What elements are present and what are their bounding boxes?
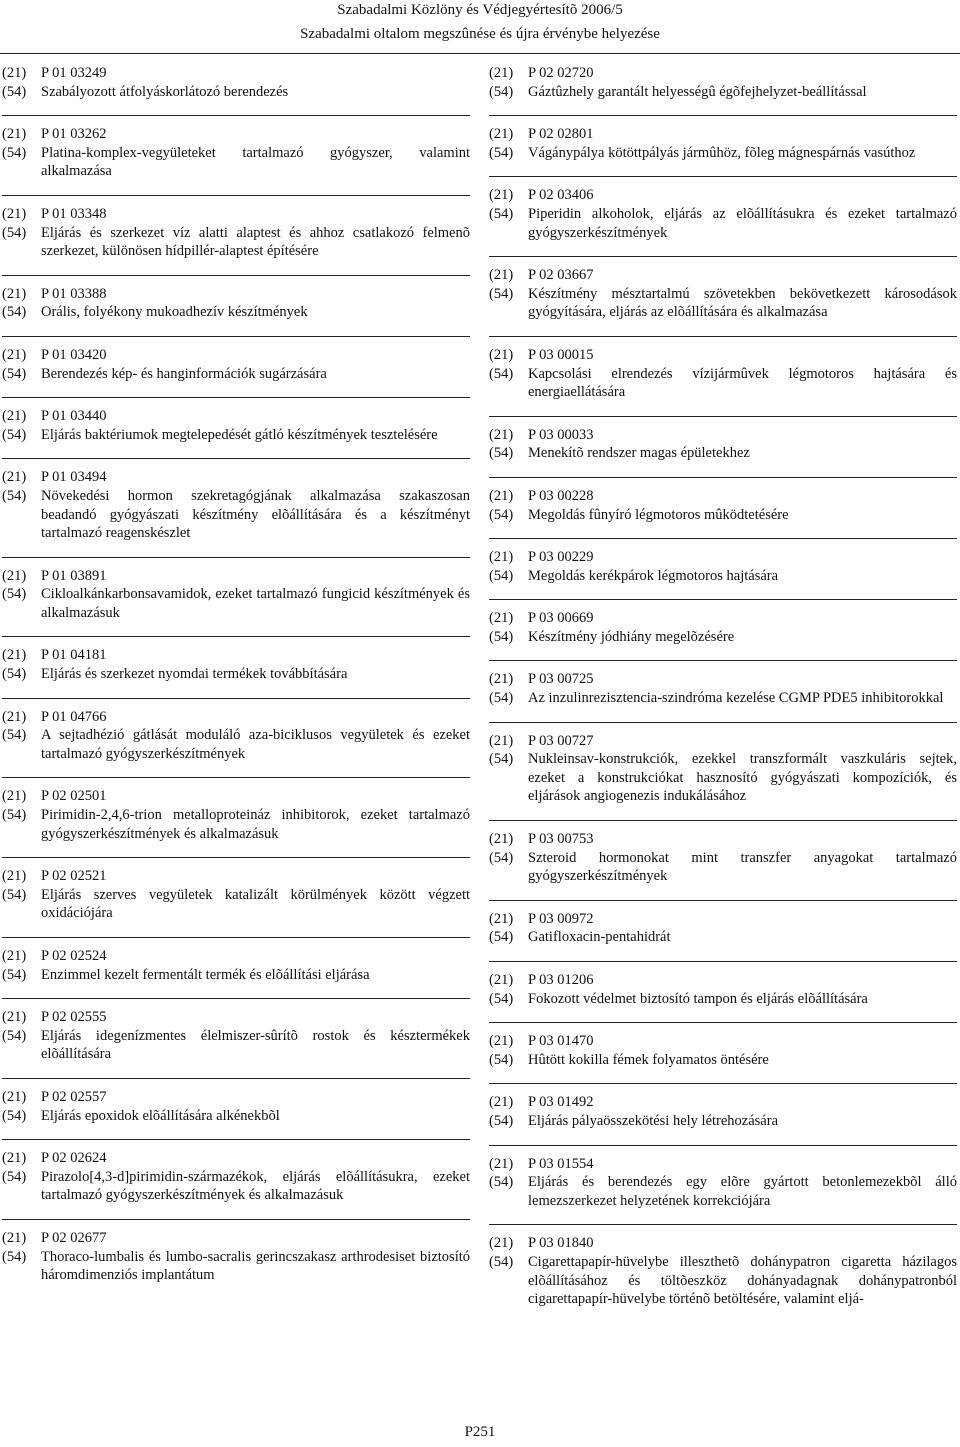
- title-row: [489, 444, 957, 463]
- inid-code-54: (54): [489, 1112, 514, 1129]
- patent-entry: [2, 787, 470, 858]
- inid-code-21: (21): [2, 285, 27, 302]
- inid-code-54: (54): [489, 567, 514, 584]
- inid-code-54: (54): [489, 445, 514, 462]
- invention-title: Berendezés kép- és hanginformációk sugárzására: [41, 365, 327, 382]
- inid-code-21: (21): [489, 1094, 514, 1111]
- inid-code-21: (21): [489, 487, 514, 504]
- application-number: P 03 00033: [528, 426, 594, 443]
- application-number-row: [489, 125, 957, 144]
- inid-code-54: (54): [2, 1248, 27, 1265]
- invention-title: Készítmény jódhiány megelõzésére: [528, 628, 735, 645]
- application-number: P 01 03262: [41, 126, 107, 143]
- patent-entry: [2, 708, 470, 779]
- invention-title: Pirimidin-2,4,6-trion metalloproteináz inhibitorok, ezeket tartalmazó gyógyszerkészítmények és alkalmazásuk: [41, 807, 470, 842]
- invention-title: Cikloalkánkarbonsavamidok, ezeket tartalmazó fungicid készítmények és alkalmazásuk: [41, 586, 470, 621]
- inid-code-54: (54): [489, 285, 514, 302]
- inid-code-21: (21): [2, 567, 27, 584]
- patent-entry: [489, 1155, 957, 1226]
- title-row: [489, 628, 957, 647]
- application-number-row: [2, 64, 470, 83]
- inid-code-54: (54): [489, 929, 514, 946]
- invention-title: Eljárás epoxidok elõállítására alkénekbõl: [41, 1107, 280, 1124]
- title-row: [2, 665, 470, 684]
- inid-code-54: (54): [489, 1174, 514, 1191]
- application-number: P 03 00753: [528, 831, 594, 848]
- invention-title: Menekítõ rendszer magas épületekhez: [528, 445, 750, 462]
- patent-entry: [2, 205, 470, 276]
- application-number: P 03 01206: [528, 972, 594, 988]
- invention-title: Hûtött kokilla fémek folyamatos öntésére: [528, 1051, 769, 1068]
- application-number-row: [2, 646, 470, 665]
- title-row: [489, 849, 957, 886]
- application-number-row: [489, 830, 957, 849]
- title-row: [2, 1107, 470, 1126]
- inid-code-54: (54): [2, 727, 27, 744]
- inid-code-21: (21): [2, 346, 27, 363]
- application-number: P 03 00015: [528, 346, 594, 363]
- title-row: [2, 806, 470, 843]
- application-number-row: [489, 609, 957, 628]
- application-number-row: [2, 1008, 470, 1027]
- application-number-row: [489, 346, 957, 365]
- application-number: P 03 00669: [528, 610, 594, 627]
- title-row: [489, 928, 957, 947]
- page-number: P251: [464, 1424, 496, 1440]
- invention-title: Eljárás pályaösszekötési hely létrehozására: [528, 1112, 779, 1129]
- application-number-row: [489, 1093, 957, 1112]
- invention-title: Platina-komplex-vegyületeket tartalmazó gyógyszer, valamint alkalmazása: [41, 144, 470, 180]
- application-number: P 01 03388: [41, 285, 107, 302]
- inid-code-54: (54): [2, 807, 27, 824]
- invention-title: Készítmény mésztartalmú szövetekben bekövetkezett károsodások gyógyítására, eljárás az elõállítására és alkalmazása: [528, 285, 957, 321]
- inid-code-21: (21): [489, 549, 514, 566]
- patent-entry: [489, 426, 957, 478]
- inid-code-21: (21): [2, 1088, 27, 1105]
- title-row: [489, 144, 957, 163]
- application-number: P 03 01840: [528, 1235, 594, 1252]
- application-number: P 02 02720: [528, 65, 594, 81]
- patent-entry: [489, 910, 957, 962]
- title-row: [489, 1253, 957, 1309]
- inid-code-54: (54): [489, 506, 514, 523]
- patent-entry: [2, 867, 470, 938]
- inid-code-54: (54): [2, 966, 27, 983]
- application-number-row: [489, 1234, 957, 1253]
- invention-title: Thoraco-lumbalis és lumbo-sacralis gerincszakasz arthrodesiset biztosító háromdimenziós implantátum: [41, 1248, 470, 1284]
- invention-title: A sejtadhézió gátlását moduláló aza-biciklusos vegyületek és ezeket tartalmazó gyógyszerkészítmények: [41, 727, 470, 762]
- application-number-row: [489, 1155, 957, 1174]
- inid-code-54: (54): [489, 1253, 514, 1270]
- title-row: [2, 487, 470, 543]
- invention-title: Nukleinsav-konstrukciók, ezekkel transzformált vaszkuláris sejtek, ezeket a konstrukciókat hasznosító gyógyászati kompozíciók, és eljárások angiogenezis indukálásához: [528, 751, 957, 805]
- application-number-row: [489, 426, 957, 445]
- inid-code-54: (54): [2, 1168, 27, 1185]
- title-row: [2, 224, 470, 261]
- application-number-row: [489, 266, 957, 285]
- inid-code-21: (21): [2, 647, 27, 664]
- application-number: P 02 03406: [528, 187, 594, 204]
- invention-title: Vágánypálya kötöttpályás jármûhöz, fõleg mágnespárnás vasúthoz: [528, 144, 916, 161]
- inid-code-21: (21): [2, 788, 27, 805]
- application-number-row: [2, 1149, 470, 1168]
- inid-code-54: (54): [2, 1027, 27, 1044]
- title-row: [2, 1168, 470, 1205]
- page-header: [0, 0, 960, 44]
- inid-code-21: (21): [489, 831, 514, 848]
- inid-code-21: (21): [489, 1235, 514, 1252]
- invention-title: Pirazolo[4,3-d]pirimidin-származékok, eljárás elõállításukra, ezeket tartalmazó gyógyszerkészítmények és alkalmazásuk: [41, 1168, 470, 1204]
- patent-entry: [489, 266, 957, 337]
- inid-code-21: (21): [489, 910, 514, 927]
- application-number-row: [2, 285, 470, 304]
- application-number: P 02 02555: [41, 1009, 107, 1026]
- application-number: P 03 00229: [528, 549, 594, 566]
- patent-entry: [2, 567, 470, 638]
- title-row: [2, 726, 470, 763]
- application-number-row: [2, 1088, 470, 1107]
- patent-entry: [489, 548, 957, 600]
- invention-title: Növekedési hormon szekretagógjának alkalmazása szakaszosan beadandó gyógyászati készítmény elõállítására és a készítményt tartalmazó reagenskészlet: [41, 487, 470, 542]
- inid-code-21: (21): [2, 708, 27, 725]
- application-number: P 01 03420: [41, 346, 107, 363]
- inid-code-21: (21): [2, 408, 27, 425]
- inid-code-21: (21): [489, 1155, 514, 1172]
- inid-code-21: (21): [2, 205, 27, 222]
- invention-title: Piperidin alkoholok, eljárás az elõállításukra és ezeket tartalmazó gyógyszerkészítmények: [528, 205, 957, 241]
- patent-entry: [489, 971, 957, 1023]
- left-column: [2, 64, 470, 1308]
- application-number: P 02 02524: [41, 948, 107, 964]
- application-number-row: [489, 1032, 957, 1051]
- patent-entry: [2, 646, 470, 698]
- inid-code-54: (54): [489, 365, 514, 382]
- header-rule: [0, 53, 960, 54]
- application-number-row: [2, 125, 470, 144]
- title-row: [2, 83, 470, 102]
- title-row: [2, 886, 470, 923]
- application-number: P 02 02801: [528, 126, 594, 143]
- application-number: P 01 04766: [41, 708, 107, 725]
- application-number: P 03 00228: [528, 487, 594, 504]
- title-row: [2, 365, 470, 384]
- application-number: P 01 03249: [41, 65, 107, 81]
- application-number-row: [489, 64, 957, 83]
- inid-code-54: (54): [2, 83, 27, 100]
- invention-title: Eljárás és szerkezet nyomdai termékek továbbítására: [41, 666, 348, 683]
- application-number-row: [489, 971, 957, 990]
- title-row: [489, 83, 957, 102]
- inid-code-21: (21): [489, 732, 514, 749]
- application-number-row: [489, 487, 957, 506]
- inid-code-54: (54): [489, 83, 514, 100]
- patent-entry: [2, 64, 470, 116]
- application-number-row: [2, 407, 470, 426]
- patent-entry: [489, 1093, 957, 1145]
- inid-code-54: (54): [2, 365, 27, 382]
- title-row: [489, 506, 957, 525]
- invention-title: Cigarettapapír-hüvelybe illeszthetõ dohánypatron cigaretta házilagos elõállításához és töltõeszköz dohányadagnak dohánypatronból cigarettapapír-hüvelybe történõ betöltésére, valamint eljá-: [528, 1253, 957, 1308]
- inid-code-21: (21): [2, 948, 27, 964]
- application-number: P 03 00972: [528, 910, 594, 927]
- application-number: P 02 02624: [41, 1150, 107, 1167]
- invention-title: Eljárás szerves vegyületek katalizált körülmények között végzett oxidációjára: [41, 886, 470, 922]
- application-number-row: [2, 867, 470, 886]
- patent-entry: [489, 346, 957, 417]
- inid-code-54: (54): [489, 690, 514, 707]
- inid-code-21: (21): [2, 1150, 27, 1167]
- inid-code-54: (54): [2, 144, 27, 161]
- inid-code-54: (54): [2, 426, 27, 443]
- invention-title: Orális, folyékony mukoadhezív készítmények: [41, 304, 308, 321]
- application-number: P 03 01470: [528, 1033, 594, 1050]
- title-row: [2, 1027, 470, 1064]
- inid-code-21: (21): [2, 469, 27, 486]
- application-number-row: [2, 1229, 470, 1248]
- patent-entry: [2, 1008, 470, 1079]
- inid-code-54: (54): [2, 586, 27, 603]
- inid-code-54: (54): [2, 1107, 27, 1124]
- patent-entry: [2, 1229, 470, 1299]
- inid-code-21: (21): [489, 187, 514, 204]
- title-row: [489, 689, 957, 708]
- application-number-row: [489, 910, 957, 929]
- application-number-row: [489, 670, 957, 689]
- title-row: [489, 990, 957, 1009]
- journal-title: Szabadalmi Közlöny és Védjegyértesítõ 2006/5: [337, 2, 623, 18]
- inid-code-21: (21): [2, 65, 27, 81]
- application-number-row: [2, 346, 470, 365]
- patent-entry: [489, 64, 957, 116]
- application-number-row: [2, 947, 470, 966]
- patent-entry: [2, 468, 470, 557]
- invention-title: Enzimmel kezelt fermentált termék és elõállítási eljárása: [41, 966, 370, 983]
- invention-title: Kapcsolási elrendezés vízijármûvek légmotoros hajtására és energiaellátására: [528, 365, 957, 401]
- title-row: [489, 1051, 957, 1070]
- invention-title: Fokozott védelmet biztosító tampon és eljárás elõállítására: [528, 990, 868, 1007]
- inid-code-21: (21): [489, 426, 514, 443]
- inid-code-21: (21): [489, 65, 514, 81]
- invention-title: Gáztûzhely garantált helyességû égõfejhelyzet-beállítással: [528, 83, 867, 100]
- invention-title: Megoldás kerékpárok légmotoros hajtására: [528, 567, 779, 584]
- inid-code-21: (21): [489, 126, 514, 143]
- patent-entry: [489, 186, 957, 257]
- application-number: P 02 03667: [528, 267, 594, 284]
- patent-entry: [489, 670, 957, 722]
- application-number: P 02 02677: [41, 1229, 107, 1246]
- application-number-row: [2, 787, 470, 806]
- title-row: [2, 585, 470, 622]
- application-number-row: [489, 548, 957, 567]
- invention-title: Szabályozott átfolyáskorlátozó berendezés: [41, 83, 289, 100]
- application-number-row: [489, 732, 957, 751]
- inid-code-21: (21): [489, 1033, 514, 1050]
- patent-entry: [2, 346, 470, 398]
- patent-entry: [489, 732, 957, 821]
- patent-entry: [2, 1088, 470, 1140]
- inid-code-21: (21): [489, 972, 514, 988]
- title-row: [2, 144, 470, 181]
- application-number: P 02 02557: [41, 1088, 107, 1105]
- patent-entry: [489, 830, 957, 901]
- invention-title: Eljárás idegenízmentes élelmiszer-sûrítõ rostok és késztermékek elõállítására: [41, 1027, 470, 1063]
- inid-code-21: (21): [489, 610, 514, 627]
- application-number-row: [2, 567, 470, 586]
- application-number: P 01 03891: [41, 567, 107, 584]
- section-title: Szabadalmi oltalom megszûnése és újra érvénybe helyezése: [300, 26, 660, 42]
- invention-title: Eljárás baktériumok megtelepedését gátló készítmények tesztelésére: [41, 426, 438, 443]
- inid-code-21: (21): [2, 1009, 27, 1026]
- title-row: [489, 285, 957, 322]
- inid-code-21: (21): [489, 267, 514, 284]
- inid-code-54: (54): [2, 487, 27, 504]
- application-number: P 03 01554: [528, 1155, 594, 1172]
- application-number: P 03 00727: [528, 732, 594, 749]
- title-row: [489, 750, 957, 806]
- inid-code-21: (21): [489, 671, 514, 688]
- right-column: [489, 64, 957, 1332]
- inid-code-54: (54): [489, 990, 514, 1007]
- inid-code-21: (21): [489, 346, 514, 363]
- inid-code-54: (54): [2, 886, 27, 903]
- invention-title: Eljárás és szerkezet víz alatti alaptest és ahhoz csatlakozó felmenõ szerkezet, különösen hídpillér-alaptest építésére: [41, 224, 470, 260]
- patent-entry: [2, 407, 470, 459]
- title-row: [489, 205, 957, 242]
- title-row: [2, 966, 470, 985]
- application-number: P 01 03494: [41, 469, 107, 486]
- application-number: P 03 00725: [528, 671, 594, 688]
- patent-entry: [489, 125, 957, 177]
- inid-code-54: (54): [2, 304, 27, 321]
- title-row: [2, 426, 470, 445]
- title-row: [489, 1173, 957, 1210]
- inid-code-54: (54): [489, 628, 514, 645]
- invention-title: Az inzulinrezisztencia-szindróma kezelése CGMP PDE5 inhibitorokkal: [528, 690, 944, 707]
- title-row: [2, 1248, 470, 1285]
- application-number-row: [2, 708, 470, 727]
- inid-code-54: (54): [2, 224, 27, 241]
- patent-entry: [489, 609, 957, 661]
- inid-code-54: (54): [2, 666, 27, 683]
- invention-title: Gatifloxacin-pentahidrát: [528, 929, 671, 946]
- title-row: [489, 567, 957, 586]
- title-row: [489, 365, 957, 402]
- patent-entry: [2, 125, 470, 196]
- application-number: P 01 03348: [41, 205, 107, 222]
- application-number: P 02 02521: [41, 868, 107, 885]
- application-number-row: [2, 468, 470, 487]
- title-row: [489, 1112, 957, 1131]
- patent-entry: [2, 947, 470, 999]
- invention-title: Szteroid hormonokat mint transzfer anyagokat tartalmazó gyógyszerkészítmények: [528, 849, 957, 885]
- application-number: P 01 04181: [41, 647, 107, 664]
- application-number: P 02 02501: [41, 788, 107, 805]
- application-number-row: [489, 186, 957, 205]
- inid-code-21: (21): [2, 868, 27, 885]
- application-number: P 03 01492: [528, 1094, 594, 1111]
- application-number: P 01 03440: [41, 408, 107, 425]
- patent-entry: [489, 1234, 957, 1322]
- patent-entry: [489, 487, 957, 539]
- patent-entry: [2, 285, 470, 337]
- inid-code-21: (21): [2, 126, 27, 143]
- inid-code-54: (54): [489, 144, 514, 161]
- invention-title: Eljárás és berendezés egy elõre gyártott betonlemezekbõl álló lemezszerkezet helyzetének korrekciójára: [528, 1174, 957, 1209]
- patent-entry: [2, 1149, 470, 1220]
- inid-code-54: (54): [489, 849, 514, 866]
- inid-code-54: (54): [489, 205, 514, 222]
- title-row: [2, 303, 470, 322]
- invention-title: Megoldás fûnyíró légmotoros mûködtetésére: [528, 506, 789, 523]
- inid-code-21: (21): [2, 1229, 27, 1246]
- patent-entry: [489, 1032, 957, 1084]
- inid-code-54: (54): [489, 1051, 514, 1068]
- application-number-row: [2, 205, 470, 224]
- inid-code-54: (54): [489, 751, 514, 768]
